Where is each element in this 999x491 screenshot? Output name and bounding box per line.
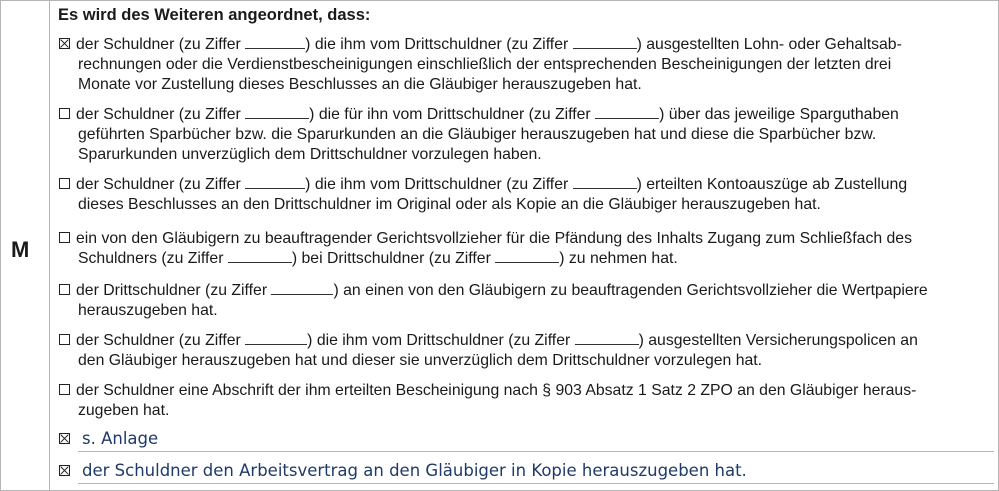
ziffer-blank-field[interactable] (245, 332, 307, 345)
section-content (56, 1, 994, 490)
order-item (59, 105, 899, 165)
order-item-text: der Schuldner (zu Ziffer (76, 106, 246, 123)
order-item-text: der Schuldner eine Abschrift der ihm erteilten Bescheinigung nach § 903 Absatz 1 Satz 2 ZPO an den Gläubiger heraus- (76, 382, 917, 399)
order-item-line (59, 331, 918, 351)
ziffer-blank-field[interactable] (245, 106, 309, 119)
checked-checkbox[interactable] (59, 433, 70, 444)
order-item-text: der Drittschuldner (zu Ziffer (76, 282, 272, 299)
order-item (59, 229, 912, 269)
checkbox[interactable] (59, 178, 70, 189)
order-item-text: ) die ihm vom Drittschuldner (zu Ziffer (307, 332, 575, 349)
order-item-text: rechnungen oder die Verdienstbescheinigungen einschließlich der entsprechenden Bescheinigungen der letzten drei (78, 56, 892, 73)
order-item-line (59, 381, 916, 401)
order-item-text: ) an einen von den Gläubigern zu beauftragenden Gerichtsvollzieher die Wertpapiere (333, 282, 928, 299)
order-item-text: ) die ihm vom Drittschuldner (zu Ziffer (305, 176, 573, 193)
order-item-text: Monate vor Zustellung dieses Beschlusses an die Gläubiger herauszugeben hat. (78, 76, 642, 93)
order-item-text: ) die für ihn vom Drittschuldner (zu Ziffer (309, 106, 596, 123)
order-item-line (59, 145, 899, 165)
free-text-entry-value[interactable]: s. Anlage (82, 429, 159, 448)
ziffer-blank-field[interactable] (228, 250, 292, 263)
free-text-entry-value[interactable]: der Schuldner den Arbeitsvertrag an den Gläubiger in Kopie herauszugeben hat. (82, 461, 747, 480)
checkbox[interactable] (59, 334, 70, 345)
order-item-text: ein von den Gläubigern zu beauftragender Gerichtsvollzieher für die Pfändung des Inhalts Zugang zum Schließfach des (76, 230, 912, 247)
ziffer-blank-field[interactable] (595, 106, 659, 119)
ziffer-blank-field[interactable] (245, 176, 305, 189)
order-item-text: zugeben hat. (78, 402, 170, 419)
order-item-line (59, 351, 918, 371)
section-label-column (1, 1, 50, 490)
order-item-text: ) ausgestellten Versicherungspolicen an (638, 332, 918, 349)
ziffer-blank-field[interactable] (573, 176, 637, 189)
order-item-line (59, 35, 902, 55)
order-item-text: der Schuldner (zu Ziffer (76, 36, 246, 53)
order-item-text: ) zu nehmen hat. (559, 250, 678, 267)
order-item-text: der Schuldner (zu Ziffer (76, 332, 246, 349)
order-item-text: ) bei Drittschuldner (zu Ziffer (291, 250, 496, 267)
order-item-line (59, 75, 902, 95)
ziffer-blank-field[interactable] (271, 282, 333, 295)
checkbox[interactable] (59, 232, 70, 243)
free-text-entry (59, 429, 995, 448)
section-heading: Es wird des Weiteren angeordnet, dass: (58, 6, 371, 24)
order-item-text: ) über das jeweilige Sparguthaben (659, 106, 899, 123)
order-item-line (59, 105, 899, 125)
checked-checkbox[interactable] (59, 38, 70, 49)
order-item-line (59, 229, 912, 249)
order-item-line (59, 301, 928, 321)
order-item-line (59, 195, 907, 215)
entry-underline (78, 451, 994, 452)
order-item-line (59, 55, 902, 75)
checked-checkbox[interactable] (59, 465, 70, 476)
free-text-entry (59, 461, 995, 480)
order-item (59, 281, 928, 321)
order-item-line (59, 125, 899, 145)
order-item-line (59, 281, 928, 301)
order-item (59, 35, 902, 95)
order-item-text: Schuldners (zu Ziffer (78, 250, 228, 267)
order-item-text: Sparurkunden unverzüglich dem Drittschuldner vorzulegen haben. (78, 146, 542, 163)
order-item-text: ) die ihm vom Drittschuldner (zu Ziffer (305, 36, 573, 53)
order-item-line (59, 249, 912, 269)
order-item-text: den Gläubiger herauszugeben hat und dieser sie unverzüglich dem Drittschuldner vorzulegen hat. (78, 352, 763, 369)
order-item (59, 381, 916, 421)
order-item (59, 175, 907, 215)
order-item-text: ) ausgestellten Lohn- oder Gehaltsab- (636, 36, 902, 53)
order-item-text: geführten Sparbücher bzw. die Sparurkunden an die Gläubiger herauszugeben hat und diese die Sparbücher bzw. (78, 126, 877, 143)
order-item-line (59, 401, 916, 421)
order-item-text: herauszugeben hat. (78, 302, 218, 319)
ziffer-blank-field[interactable] (575, 332, 639, 345)
ziffer-blank-field[interactable] (245, 36, 305, 49)
ziffer-blank-field[interactable] (573, 36, 637, 49)
order-item-line (59, 175, 907, 195)
checkbox[interactable] (59, 384, 70, 395)
ziffer-blank-field[interactable] (495, 250, 559, 263)
order-item (59, 331, 918, 371)
section-mark: M (11, 237, 30, 262)
checkbox[interactable] (59, 108, 70, 119)
order-item-text: der Schuldner (zu Ziffer (76, 176, 246, 193)
entry-underline (78, 483, 994, 484)
order-item-text: dieses Beschlusses an den Drittschuldner im Original oder als Kopie an die Gläubiger herauszugeben hat. (78, 196, 821, 213)
order-item-text: ) erteilten Kontoauszüge ab Zustellung (636, 176, 908, 193)
checkbox[interactable] (59, 284, 70, 295)
